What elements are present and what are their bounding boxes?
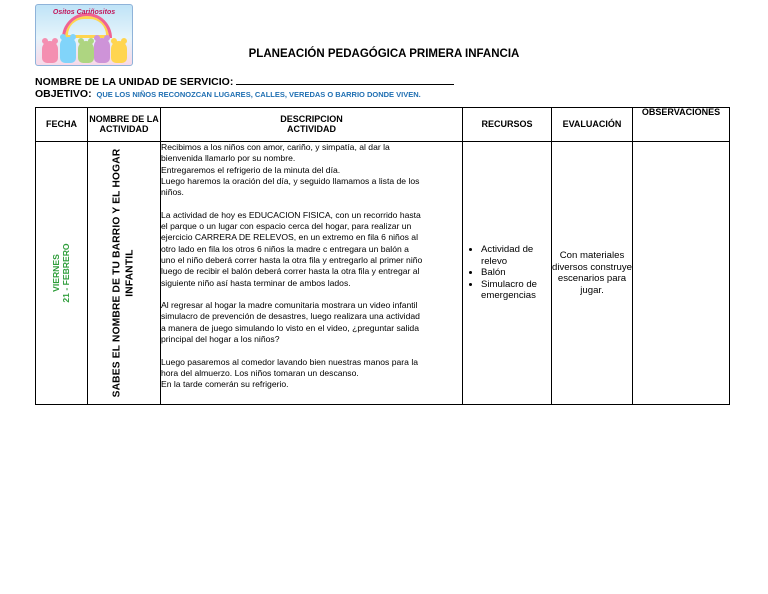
logo-text: Ositos Cariñositos bbox=[52, 9, 116, 16]
list-item: • Balón bbox=[481, 267, 551, 279]
header-descripcion bbox=[161, 108, 463, 142]
objetivo-text: QUE LOS NIÑOS RECONOZCAN LUGARES, CALLES, VEREDAS O BARRIO DONDE VIVEN. bbox=[96, 90, 421, 99]
unidad-field bbox=[35, 75, 454, 88]
header-descripcion-line2: ACTIVIDAD bbox=[287, 123, 336, 134]
header-fecha: FECHA bbox=[36, 108, 88, 142]
actividad-name-line2: INFANTIL bbox=[124, 249, 135, 297]
descripcion-paragraph-4: Luego pasaremos al comedor lavando bien nuestras manos para la hora del almuerzo. Los niños tomaran un descanso. En la tarde comerán su refrigerio. bbox=[161, 356, 419, 390]
list-item: • Simulacro de emergencias bbox=[481, 279, 551, 302]
actividad-cell bbox=[88, 142, 161, 405]
list-item: • Actividad de relevo bbox=[481, 244, 551, 267]
table-header-row bbox=[36, 108, 730, 142]
fecha-day: VIERNES bbox=[50, 254, 61, 292]
actividad-name-line1: SABES EL NOMBRE DE TU BARRIO Y EL HOGAR bbox=[111, 148, 123, 398]
unidad-blank-line bbox=[236, 75, 454, 85]
descripcion-cell bbox=[161, 142, 463, 405]
recursos-cell bbox=[463, 142, 552, 405]
descripcion-paragraph-1: Recibimos a los niños con amor, cariño, y simpatía, al dar la bienvenida llamarlo por su nombre. Entregaremos el refrigerio de la minuta del día. Luego haremos la oración del día, y seguido llamamos a lista de los niños. bbox=[161, 142, 420, 198]
header-nombre-actividad: NOMBRE DE LA ACTIVIDAD bbox=[88, 108, 161, 142]
planning-table bbox=[35, 107, 730, 405]
evaluacion-cell: Con materiales diversos construye escenarios para jugar. bbox=[552, 142, 633, 405]
rainbow-icon bbox=[62, 13, 112, 38]
table-row bbox=[36, 142, 730, 405]
observaciones-cell bbox=[633, 142, 730, 405]
header-evaluacion: EVALUACIÓN bbox=[552, 108, 633, 142]
header-observaciones: OBSERVACIONES bbox=[633, 108, 730, 142]
header-descripcion-line1: DESCRIPCION bbox=[280, 114, 343, 125]
fecha-cell bbox=[36, 142, 88, 405]
objetivo-label: OBJETIVO: bbox=[35, 88, 92, 100]
recursos-list bbox=[463, 244, 551, 302]
descripcion-paragraph-2: La actividad de hoy es EDUCACION FISICA, con un recorrido hasta el parque o un lugar con espacio cerca del hogar, para realizar un ejercicio CARRERA DE RELEVOS, en un extremo en fila 6 niños al otro lado en fila los otros 6 niños la madre c entregara un balón a uno el niño deberá correr hasta la otra fila y entregarlo al primer niño luego de recibir el balón deberá correr hasta la otra fila y entregar al siguiente niño así hasta terminar de ambos lados. bbox=[161, 209, 423, 288]
objetivo-row bbox=[35, 88, 421, 100]
header-recursos: RECURSOS bbox=[463, 108, 552, 142]
fecha-date: 21 - FEBRERO bbox=[60, 243, 71, 303]
page-title: PLANEACIÓN PEDAGÓGICA PRIMERA INFANCIA bbox=[248, 48, 520, 60]
descripcion-paragraph-3: Al regresar al hogar la madre comunitaria mostrara un video infantil simulacro de prevención de desastres, luego realizara una actividad a manera de juego simulando lo visto en el video, ¿preguntar salida principal del hogar a los niños? bbox=[161, 300, 420, 345]
unidad-label: NOMBRE DE LA UNIDAD DE SERVICIO: bbox=[35, 76, 234, 88]
